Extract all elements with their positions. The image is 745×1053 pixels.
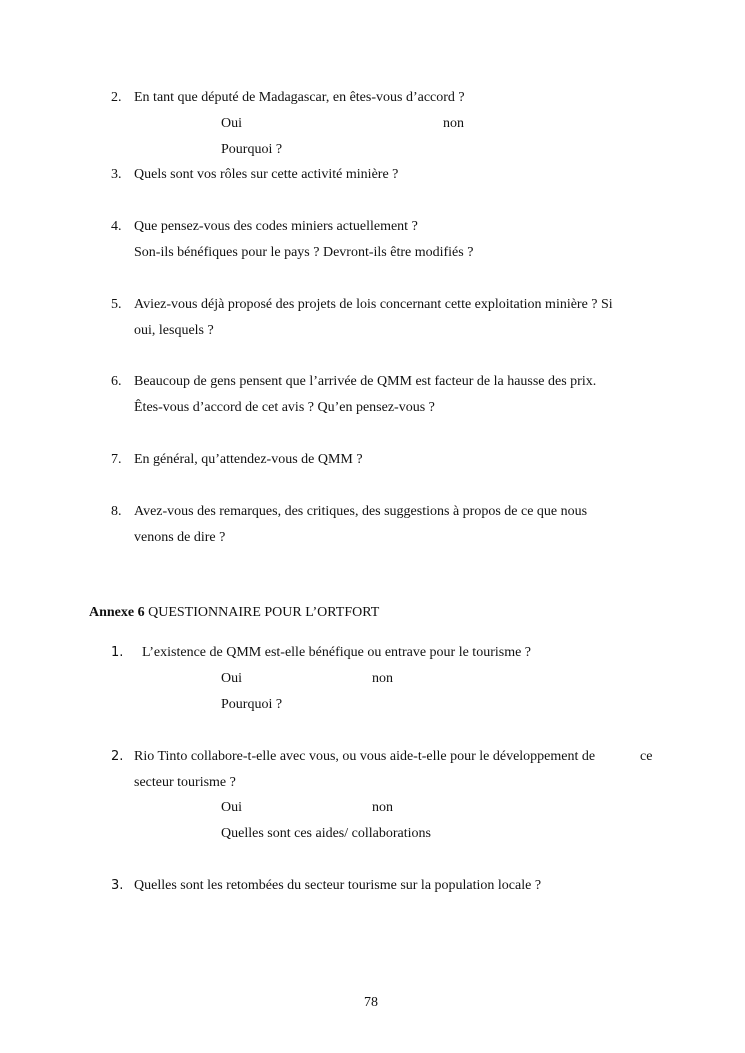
q2-text: En tant que député de Madagascar, en êtes-vous d’accord ? [134,90,465,105]
s2-q2-followup: Quelles sont ces aides/ collaborations [221,826,431,841]
q5-line2: oui, lesquels ? [134,323,214,338]
s2-q1-number: 1. [111,645,124,660]
q2-option-non: non [443,116,464,131]
s2-q2-option-non: non [372,800,393,815]
s2-q3-number: 3. [111,878,124,893]
q6-number: 6. [111,374,122,389]
q8-line1: Avez-vous des remarques, des critiques, des suggestions à propos de ce que nous [134,504,588,519]
q3-text: Quels sont vos rôles sur cette activité minière ? [134,167,399,182]
s2-q1-option-oui: Oui [221,671,242,686]
q4-number: 4. [111,219,122,234]
q2-option-oui: Oui [221,116,242,131]
annex-heading [89,605,379,621]
q4-line2: Son-ils bénéfiques pour le pays ? Devront-ils être modifiés ? [134,245,474,260]
q5-line1: Aviez-vous déjà proposé des projets de lois concernant cette exploitation minière ? Si [134,297,613,312]
q7-number: 7. [111,452,122,467]
s2-q1-pourquoi: Pourquoi ? [221,697,283,712]
annex-title: QUESTIONNAIRE POUR L’ORTFORT [148,605,380,620]
s2-q1-option-non: non [372,671,393,686]
s2-q3-text: Quelles sont les retombées du secteur tourisme sur la population locale ? [134,878,542,893]
annex-label: Annexe 6 [89,605,145,620]
q8-line2: venons de dire ? [134,530,226,545]
q4-line1: Que pensez-vous des codes miniers actuellement ? [134,219,418,234]
s2-q2-number: 2. [111,749,124,764]
s2-q1-text: L’existence de QMM est-elle bénéfique ou entrave pour le tourisme ? [142,645,532,660]
q6-line2: Êtes-vous d’accord de cet avis ? Qu’en pensez-vous ? [134,400,435,415]
q5-number: 5. [111,297,122,312]
q3-number: 3. [111,167,122,182]
q2-pourquoi: Pourquoi ? [221,142,283,157]
q8-number: 8. [111,504,122,519]
q6-line1: Beaucoup de gens pensent que l’arrivée de QMM est facteur de la hausse des prix. [134,374,597,389]
s2-q2-line1: Rio Tinto collabore-t-elle avec vous, ou vous aide-t-elle pour le développement de [134,749,596,764]
s2-q2-option-oui: Oui [221,800,242,815]
q7-text: En général, qu’attendez-vous de QMM ? [134,452,363,467]
q2-number: 2. [111,90,122,105]
s2-q2-line1-end: ce [640,749,653,764]
s2-q2-line2: secteur tourisme ? [134,775,236,790]
page-number: 78 [364,995,378,1010]
